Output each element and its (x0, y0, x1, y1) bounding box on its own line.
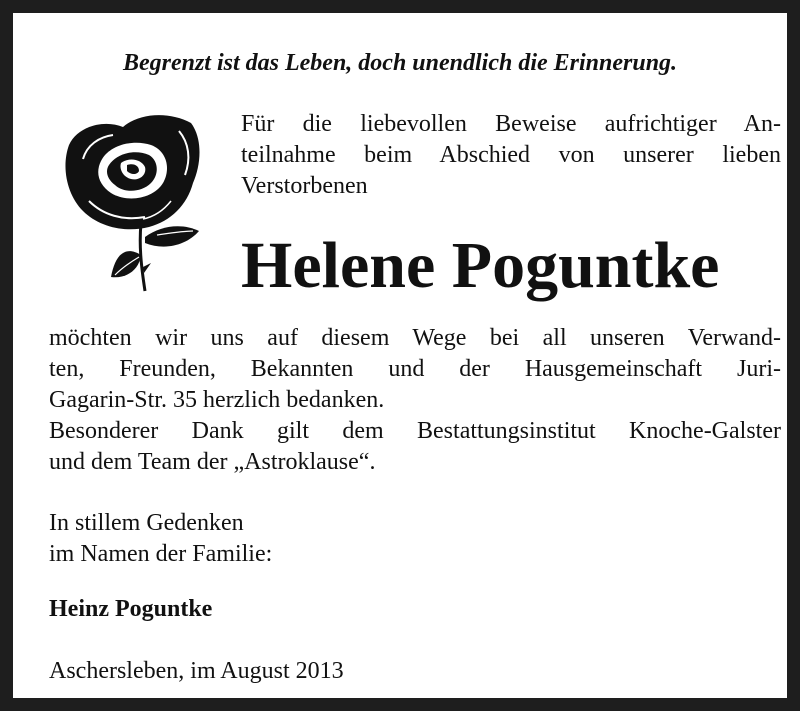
thanks-line: Besonderer Dank gilt dem Bestattungsinstitut Knoche-Galster (49, 418, 781, 444)
rose-icon (53, 105, 213, 295)
thanks-line: möchten wir uns auf diesem Wege bei all unseren Verwand- (49, 325, 781, 351)
deceased-name: Helene Poguntke (241, 229, 720, 302)
closing-text (49, 508, 272, 570)
intro-line: teilnahme beim Abschied von unserer lieben (241, 142, 781, 168)
signer-name: Heinz Poguntke (49, 596, 213, 622)
thanks-text (49, 323, 781, 478)
closing-line: im Namen der Familie: (49, 541, 273, 567)
intro-text (241, 109, 781, 202)
thanks-line: und dem Team der „Astroklause“. (49, 449, 376, 475)
place-date: Aschersleben, im August 2013 (49, 658, 344, 684)
closing-line: In stillem Gedenken (49, 510, 244, 536)
thanks-line: ten, Freunden, Bekannten und der Hausgemeinschaft Juri- (49, 356, 781, 382)
intro-line: Für die liebevollen Beweise aufrichtiger An- (241, 111, 781, 137)
intro-line: Verstorbenen (241, 173, 368, 199)
motto: Begrenzt ist das Leben, doch unendlich die Erinnerung. (122, 50, 678, 76)
thanks-line: Gagarin-Str. 35 herzlich bedanken. (49, 387, 385, 413)
